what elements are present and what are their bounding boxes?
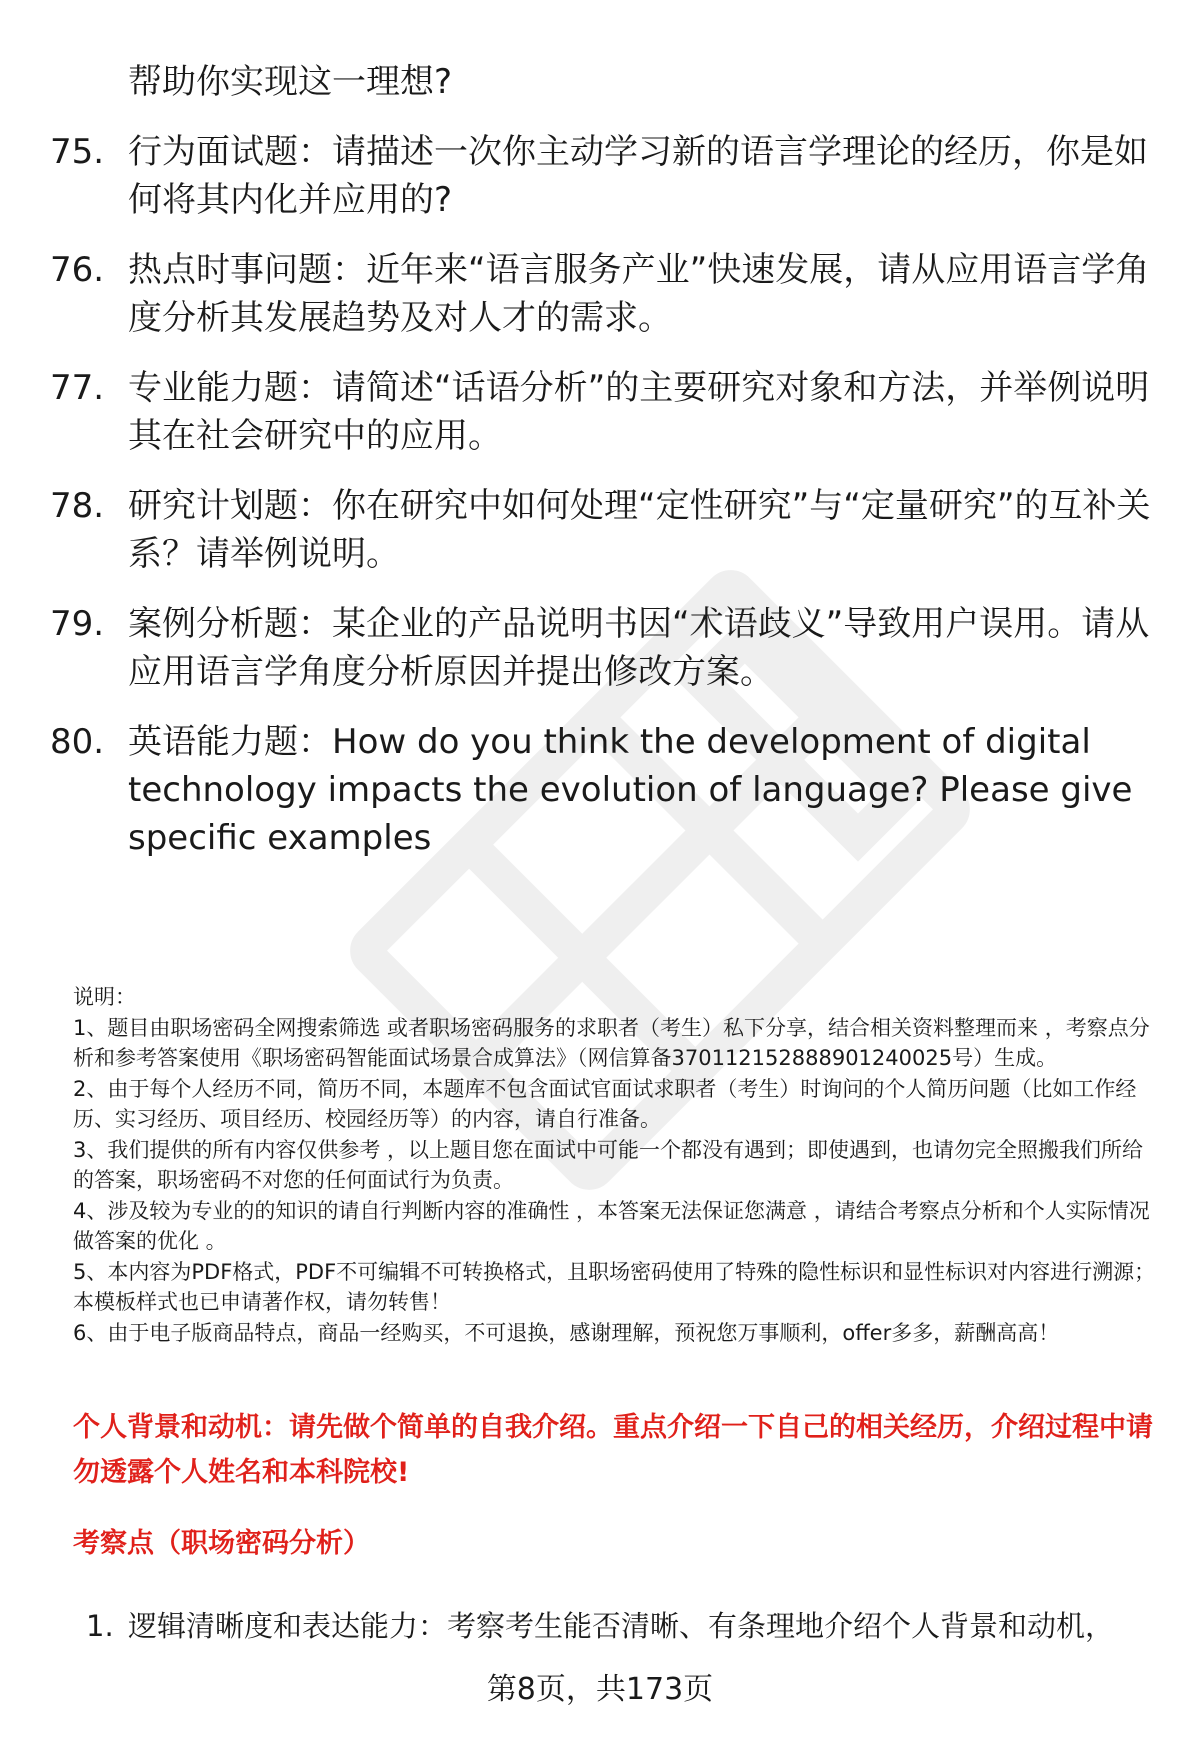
- note-item: 6、由于电子版商品特点，商品一经购买，不可退换，感谢理解，预祝您万事顺利，offer多多，薪酬高高！: [73, 1320, 1060, 1345]
- question-number: 77.: [50, 368, 105, 408]
- analysis-item-number: 1.: [86, 1609, 114, 1643]
- analysis-item-text: 逻辑清晰度和表达能力：考察考生能否清晰、有条理地介绍个人背景和动机，: [128, 1609, 1115, 1643]
- question-text: 行为面试题：请描述一次你主动学习新的语言学理论的经历，你是如何将其内化并应用的?: [128, 132, 1148, 220]
- background-heading: 个人背景和动机：请先做个简单的自我介绍。重点介绍一下自己的相关经历，介绍过程中请勿透露个人姓名和本科院校!: [73, 1412, 1153, 1488]
- question-text: 热点时事问题：近年来“语言服务产业”快速发展，请从应用语言学角度分析其发展趋势及对人才的需求。: [128, 250, 1150, 338]
- note-item: 2、由于每个人经历不同，简历不同，本题库不包含面试官面试求职者（考生）时询问的个人简历问题（比如工作经历、实习经历、项目经历、校园经历等）的内容，请自行准备。: [73, 1076, 1137, 1131]
- note-item: 4、涉及较为专业的的知识的请自行判断内容的准确性 ，本答案无法保证您满意 ，请结合考察点分析和个人实际情况做答案的优化 。: [73, 1198, 1150, 1253]
- note-item: 5、本内容为PDF格式，PDF不可编辑不可转换格式，且职场密码使用了特殊的隐性标识和显性标识对内容进行溯源；本模板样式也已申请著作权，请勿转售！: [73, 1259, 1156, 1314]
- notes-title: 说明：: [73, 985, 136, 1009]
- question-text: 案例分析题：某企业的产品说明书因“术语歧义”导致用户误用。请从应用语言学角度分析原因并提出修改方案。: [128, 604, 1150, 692]
- note-item: 3、我们提供的所有内容仅供参考 ，以上题目您在面试中可能一个都没有遇到；即使遇到，也请勿完全照搬我们所给的答案，职场密码不对您的任何面试行为负责。: [73, 1137, 1144, 1192]
- question-item: [50, 128, 1160, 224]
- question-number: 80.: [50, 722, 105, 762]
- question-item: [50, 364, 1160, 460]
- question-number: 78.: [50, 486, 105, 526]
- page-footer: 第8页，共173页: [486, 1672, 714, 1707]
- disclaimer-notes: [73, 982, 1158, 1348]
- analysis-list-item: [86, 1604, 1166, 1648]
- analysis-heading: 考察点（职场密码分析）: [73, 1528, 370, 1559]
- note-item: 1、题目由职场密码全网搜索筛选 或者职场密码服务的求职者（考生）私下分享，结合相关资料整理而来 ，考察点分析和参考答案使用《职场密码智能面试场景合成算法》（网信算备370112152888901240025号）生成。: [73, 1015, 1150, 1070]
- question-item: [50, 600, 1160, 696]
- question-text: 英语能力题：How do you think the development of digital technology impacts the evolution of language? Please give specific examples: [128, 722, 1133, 858]
- question-text: 专业能力题：请简述“话语分析”的主要研究对象和方法，并举例说明其在社会研究中的应用。: [128, 368, 1150, 456]
- question-item: [50, 246, 1160, 342]
- question-continuation: 帮助你实现这一理想?: [128, 62, 453, 102]
- question-item: [50, 482, 1160, 578]
- question-number: 79.: [50, 604, 105, 644]
- question-number: 76.: [50, 250, 105, 290]
- question-text: 研究计划题：你在研究中如何处理“定性研究”与“定量研究”的互补关系？请举例说明。: [128, 486, 1151, 574]
- question-item: [50, 718, 1160, 862]
- question-number: 75.: [50, 132, 105, 172]
